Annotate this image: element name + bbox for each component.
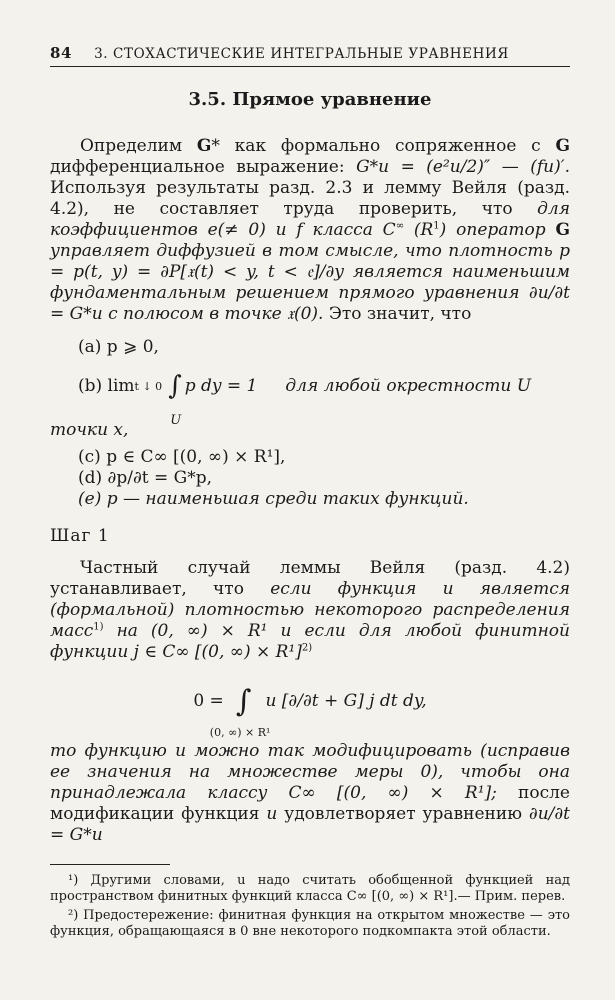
operator-g: G bbox=[555, 136, 570, 156]
intro-italic-1: для коэффициентов e(≠ 0) и f класса C bbox=[50, 199, 570, 240]
condition-b-lim: (b) lim bbox=[78, 375, 135, 396]
superscript-one: 1 bbox=[433, 220, 440, 232]
section-title: 3.5. Прямое уравнение bbox=[188, 89, 432, 110]
superscript-infinity: ∞ bbox=[395, 220, 405, 232]
equation-integral-domain: (0, ∞) × R¹ bbox=[209, 725, 271, 739]
condition-b-continuation: точки x, bbox=[50, 420, 129, 440]
mod-formula: ∂u/∂t = G*u bbox=[50, 804, 571, 845]
display-equation bbox=[50, 669, 570, 739]
intro-text-2: * как формально сопряженное с bbox=[211, 136, 556, 156]
book-page bbox=[50, 44, 570, 943]
integral-glyph: ∫ bbox=[168, 370, 182, 401]
equation-lhs: 0 = bbox=[193, 691, 224, 711]
condition-e: (e) p — наименьшая среди таких функций. bbox=[78, 489, 469, 509]
mod-u: u bbox=[266, 804, 278, 824]
condition-d: (d) ∂p/∂t = G*p, bbox=[78, 468, 212, 488]
intro-italic-4: управляет диффузией в том смысле, что плотность p = p(t, y) = ∂P[𝔵(t) < y, t < 𝔢]/∂y является наименьшим фундаментальным решением прямого уравнения ∂u/∂t = G*u с полюсом в точке 𝔵(0). bbox=[50, 241, 570, 324]
condition-a: (a) p ⩾ 0, bbox=[78, 337, 159, 357]
conditions-list bbox=[50, 337, 570, 510]
condition-b bbox=[50, 362, 570, 428]
footnotes bbox=[50, 873, 570, 940]
footnote-ref-2: 2) bbox=[301, 642, 313, 654]
intro-italic-3: ) оператор bbox=[439, 220, 556, 240]
intro-text-3: дифференциальное выражение: bbox=[50, 157, 357, 177]
weyl-italic-1: если функция и является (формальной) плотностью некоторого распределения масс bbox=[50, 579, 570, 641]
condition-c: (c) p ∈ C∞ [(0, ∞) × R¹], bbox=[78, 447, 286, 467]
mod-text-1: после модификации функция bbox=[50, 783, 570, 824]
intro-italic-2: (R bbox=[404, 220, 434, 240]
integral-domain: U bbox=[170, 412, 182, 428]
weyl-text-1: Частный случай леммы Вейля (разд. 4.2) устанавливает, что bbox=[50, 558, 570, 599]
running-title: 3. СТОХАСТИЧЕСКИЕ ИНТЕГРАЛЬНЫЕ УРАВНЕНИЯ bbox=[94, 46, 509, 62]
condition-b-tail: для любой окрестности U bbox=[285, 375, 532, 396]
equation-integral bbox=[209, 683, 271, 739]
intro-text-4: Используя результаты разд. 2.3 и лемму Вейля (разд. 4.2), не составляет труда проверить, что bbox=[50, 178, 570, 219]
operator-g-2: G bbox=[555, 220, 570, 240]
intro-text-5: Это значит, что bbox=[323, 304, 472, 324]
footnote-ref-1: 1) bbox=[93, 621, 104, 633]
footnote-rule bbox=[50, 864, 170, 873]
page-number: 84 bbox=[50, 44, 73, 62]
operator-g-star: G bbox=[196, 136, 212, 156]
weyl-paragraph bbox=[50, 558, 570, 663]
footnote-2: ²) Предостережение: финитная функция на открытом множестве — это функция, обращающаяся в 0 вне некоторого подкомпакта этой области. bbox=[50, 908, 570, 939]
modification-paragraph bbox=[50, 741, 570, 846]
equation-rhs: u [∂/∂t + G] j dt dy, bbox=[265, 691, 427, 711]
mod-italic-1: то функцию и можно так модифицировать (исправив ее значения на множестве меры 0), чтобы она принадлежала классу C∞ [(0, ∞) × R¹]; bbox=[50, 741, 570, 803]
intro-paragraph bbox=[50, 136, 570, 325]
condition-b-lim-sub: t ↓ 0 bbox=[134, 379, 163, 393]
mod-text-2: удовлетворяет уравнению bbox=[277, 804, 529, 824]
running-header bbox=[50, 44, 570, 67]
integral-sign bbox=[168, 370, 182, 428]
equation-integral-glyph: ∫ bbox=[235, 683, 252, 719]
step-heading: Шаг 1 bbox=[50, 526, 110, 546]
intro-text-1: Определим bbox=[80, 136, 197, 156]
condition-b-body: p dy = 1 bbox=[184, 375, 258, 396]
formula-adjoint: G*u = (e²u/2)″ — (fu)′. bbox=[356, 157, 571, 177]
weyl-italic-2: на (0, ∞) × R¹ и если для любой финитной функции j ∈ C∞ [(0, ∞) × R¹] bbox=[50, 621, 570, 662]
footnote-1: ¹) Другими словами, u надо считать обобщенной функцией над пространством финитных функций класса C∞ [(0, ∞) × R¹].— Прим. перев. bbox=[50, 873, 570, 904]
